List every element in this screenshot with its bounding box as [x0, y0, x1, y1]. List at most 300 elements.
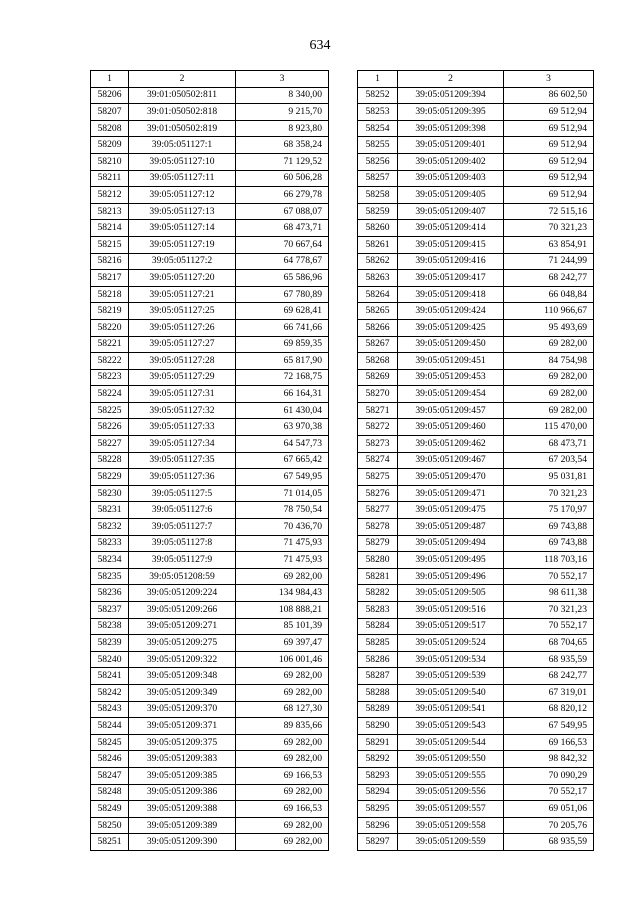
table-row	[358, 535, 594, 552]
table-row	[358, 668, 594, 685]
cadastral-number-cell: 39:05:051209:471	[398, 485, 504, 502]
table-row	[91, 253, 329, 270]
table-row	[91, 718, 329, 735]
row-number-cell: 58238	[91, 618, 129, 635]
table-row	[91, 734, 329, 751]
row-number-cell: 58216	[91, 253, 129, 270]
cadastral-number-cell: 39:05:051209:505	[398, 585, 504, 602]
cadastral-number-cell: 39:05:051209:271	[129, 618, 236, 635]
cadastral-number-cell: 39:05:051208:59	[129, 568, 236, 585]
table-row	[91, 469, 329, 486]
value-cell: 85 101,39	[236, 618, 329, 635]
value-cell: 69 512,94	[504, 137, 594, 154]
value-cell: 69 051,06	[504, 801, 594, 818]
value-cell: 70 667,64	[236, 236, 329, 253]
header-row	[91, 71, 329, 88]
value-cell: 67 780,89	[236, 286, 329, 303]
row-number-cell: 58271	[358, 402, 398, 419]
cadastral-number-cell: 39:05:051209:451	[398, 353, 504, 370]
value-cell: 69 282,00	[504, 369, 594, 386]
cadastral-number-cell: 39:05:051209:386	[129, 784, 236, 801]
cadastral-number-cell: 39:05:051127:10	[129, 153, 236, 170]
cadastral-number-cell: 39:05:051209:394	[398, 87, 504, 104]
table-row	[91, 137, 329, 154]
table-row	[91, 801, 329, 818]
cadastral-number-cell: 39:05:051209:390	[129, 834, 236, 851]
table-row	[358, 87, 594, 104]
table-row	[91, 419, 329, 436]
table-row	[91, 535, 329, 552]
table-row	[91, 153, 329, 170]
cadastral-number-cell: 39:05:051209:559	[398, 834, 504, 851]
row-number-cell: 58262	[358, 253, 398, 270]
value-cell: 98 611,38	[504, 585, 594, 602]
value-cell: 8 340,00	[236, 87, 329, 104]
value-cell: 68 704,65	[504, 635, 594, 652]
row-number-cell: 58290	[358, 718, 398, 735]
cadastral-number-cell: 39:05:051209:402	[398, 153, 504, 170]
table-row	[91, 817, 329, 834]
value-cell: 72 515,16	[504, 203, 594, 220]
table-row	[358, 568, 594, 585]
row-number-cell: 58296	[358, 817, 398, 834]
row-number-cell: 58293	[358, 767, 398, 784]
value-cell: 69 166,53	[236, 767, 329, 784]
table-row	[358, 801, 594, 818]
row-number-cell: 58247	[91, 767, 129, 784]
table-row	[91, 120, 329, 137]
table-row	[358, 502, 594, 519]
table-row	[91, 402, 329, 419]
value-cell: 69 282,00	[236, 668, 329, 685]
row-number-cell: 58231	[91, 502, 129, 519]
row-number-cell: 58221	[91, 336, 129, 353]
table-row	[358, 386, 594, 403]
value-cell: 68 820,12	[504, 701, 594, 718]
value-cell: 67 203,54	[504, 452, 594, 469]
value-cell: 72 168,75	[236, 369, 329, 386]
row-number-cell: 58220	[91, 319, 129, 336]
value-cell: 71 244,99	[504, 253, 594, 270]
cadastral-number-cell: 39:05:051209:425	[398, 319, 504, 336]
table-row	[358, 319, 594, 336]
cadastral-number-cell: 39:05:051209:517	[398, 618, 504, 635]
table-row	[91, 834, 329, 851]
table-row	[358, 602, 594, 619]
value-cell: 69 512,94	[504, 170, 594, 187]
table-row	[358, 701, 594, 718]
table-row	[91, 651, 329, 668]
table-row	[358, 618, 594, 635]
cadastral-number-cell: 39:05:051209:487	[398, 519, 504, 536]
cadastral-number-cell: 39:05:051209:385	[129, 767, 236, 784]
row-number-cell: 58249	[91, 801, 129, 818]
cadastral-number-cell: 39:05:051127:28	[129, 353, 236, 370]
value-cell: 70 321,23	[504, 485, 594, 502]
row-number-cell: 58213	[91, 203, 129, 220]
table-row	[91, 568, 329, 585]
value-cell: 86 602,50	[504, 87, 594, 104]
cadastral-number-cell: 39:05:051127:25	[129, 303, 236, 320]
table-row	[358, 170, 594, 187]
cadastral-number-cell: 39:05:051127:8	[129, 535, 236, 552]
row-number-cell: 58266	[358, 319, 398, 336]
row-number-cell: 58292	[358, 751, 398, 768]
cadastral-number-cell: 39:05:051209:534	[398, 651, 504, 668]
value-cell: 63 854,91	[504, 236, 594, 253]
row-number-cell: 58246	[91, 751, 129, 768]
row-number-cell: 58211	[91, 170, 129, 187]
value-cell: 67 549,95	[236, 469, 329, 486]
value-cell: 110 966,67	[504, 303, 594, 320]
cadastral-number-cell: 39:05:051209:454	[398, 386, 504, 403]
value-cell: 108 888,21	[236, 602, 329, 619]
value-cell: 71 475,93	[236, 535, 329, 552]
cadastral-number-cell: 39:05:051209:275	[129, 635, 236, 652]
value-cell: 69 166,53	[504, 734, 594, 751]
cadastral-number-cell: 39:05:051209:524	[398, 635, 504, 652]
row-number-cell: 58254	[358, 120, 398, 137]
row-number-cell: 58260	[358, 220, 398, 237]
row-number-cell: 58236	[91, 585, 129, 602]
row-number-cell: 58276	[358, 485, 398, 502]
table-row	[91, 286, 329, 303]
row-number-cell: 58208	[91, 120, 129, 137]
value-cell: 9 215,70	[236, 104, 329, 121]
row-number-cell: 58269	[358, 369, 398, 386]
row-number-cell: 58207	[91, 104, 129, 121]
row-number-cell: 58281	[358, 568, 398, 585]
value-cell: 69 512,94	[504, 120, 594, 137]
table-row	[358, 651, 594, 668]
cadastral-number-cell: 39:05:051209:555	[398, 767, 504, 784]
row-number-cell: 58210	[91, 153, 129, 170]
table-row	[91, 87, 329, 104]
table-row	[91, 485, 329, 502]
cadastral-number-cell: 39:05:051209:544	[398, 734, 504, 751]
value-cell: 68 127,30	[236, 701, 329, 718]
value-cell: 95 493,69	[504, 319, 594, 336]
table-row	[91, 767, 329, 784]
row-number-cell: 58285	[358, 635, 398, 652]
table-row	[91, 585, 329, 602]
row-number-cell: 58230	[91, 485, 129, 502]
table-row	[358, 718, 594, 735]
row-number-cell: 58277	[358, 502, 398, 519]
value-cell: 68 473,71	[504, 436, 594, 453]
cadastral-number-cell: 39:05:051127:19	[129, 236, 236, 253]
cadastral-number-cell: 39:05:051209:550	[398, 751, 504, 768]
value-cell: 63 970,38	[236, 419, 329, 436]
cadastral-number-cell: 39:05:051127:32	[129, 402, 236, 419]
value-cell: 64 547,73	[236, 436, 329, 453]
value-cell: 69 859,35	[236, 336, 329, 353]
row-number-cell: 58259	[358, 203, 398, 220]
value-cell: 8 923,80	[236, 120, 329, 137]
value-cell: 71 475,93	[236, 552, 329, 569]
value-cell: 70 321,23	[504, 220, 594, 237]
value-cell: 69 282,00	[504, 402, 594, 419]
table-row	[91, 386, 329, 403]
table-row	[358, 270, 594, 287]
row-number-cell: 58278	[358, 519, 398, 536]
table-row	[91, 751, 329, 768]
table-row	[358, 585, 594, 602]
row-number-cell: 58265	[358, 303, 398, 320]
cadastral-number-cell: 39:05:051127:26	[129, 319, 236, 336]
row-number-cell: 58224	[91, 386, 129, 403]
value-cell: 89 835,66	[236, 718, 329, 735]
table-row	[358, 353, 594, 370]
cadastral-number-cell: 39:05:051209:494	[398, 535, 504, 552]
value-cell: 68 473,71	[236, 220, 329, 237]
row-number-cell: 58251	[91, 834, 129, 851]
table-row	[358, 402, 594, 419]
cadastral-number-cell: 39:05:051127:35	[129, 452, 236, 469]
row-number-cell: 58261	[358, 236, 398, 253]
column-header: 2	[398, 71, 504, 88]
cadastral-number-cell: 39:05:051209:467	[398, 452, 504, 469]
table-row	[358, 834, 594, 851]
table-row	[358, 203, 594, 220]
cadastral-number-cell: 39:05:051127:20	[129, 270, 236, 287]
table-row	[91, 187, 329, 204]
cadastral-number-cell: 39:05:051209:375	[129, 734, 236, 751]
row-number-cell: 58243	[91, 701, 129, 718]
table-row	[358, 303, 594, 320]
table-row	[358, 104, 594, 121]
row-number-cell: 58245	[91, 734, 129, 751]
value-cell: 69 282,00	[236, 784, 329, 801]
value-cell: 65 817,90	[236, 353, 329, 370]
table-row	[358, 767, 594, 784]
cadastral-number-cell: 39:05:051209:370	[129, 701, 236, 718]
row-number-cell: 58225	[91, 402, 129, 419]
row-number-cell: 58273	[358, 436, 398, 453]
value-cell: 68 935,59	[504, 834, 594, 851]
cadastral-number-cell: 39:05:051209:415	[398, 236, 504, 253]
value-cell: 60 506,28	[236, 170, 329, 187]
table-row	[358, 120, 594, 137]
value-cell: 75 170,97	[504, 502, 594, 519]
value-cell: 84 754,98	[504, 353, 594, 370]
table-row	[91, 602, 329, 619]
row-number-cell: 58250	[91, 817, 129, 834]
cadastral-number-cell: 39:05:051209:389	[129, 817, 236, 834]
value-cell: 69 166,53	[236, 801, 329, 818]
cadastral-number-cell: 39:05:051127:11	[129, 170, 236, 187]
table-row	[91, 104, 329, 121]
right-table-body	[358, 87, 594, 850]
cadastral-number-cell: 39:05:051127:36	[129, 469, 236, 486]
cadastral-number-cell: 39:05:051209:475	[398, 502, 504, 519]
row-number-cell: 58209	[91, 137, 129, 154]
cadastral-number-cell: 39:05:051209:470	[398, 469, 504, 486]
table-row	[358, 684, 594, 701]
table-row	[358, 187, 594, 204]
table-row	[358, 519, 594, 536]
cadastral-number-cell: 39:05:051209:417	[398, 270, 504, 287]
cadastral-number-cell: 39:05:051127:29	[129, 369, 236, 386]
cadastral-number-cell: 39:05:051209:398	[398, 120, 504, 137]
table-row	[358, 153, 594, 170]
table-row	[91, 618, 329, 635]
table-row	[358, 336, 594, 353]
cadastral-number-cell: 39:05:051209:407	[398, 203, 504, 220]
cadastral-number-cell: 39:05:051209:557	[398, 801, 504, 818]
value-cell: 70 552,17	[504, 784, 594, 801]
row-number-cell: 58257	[358, 170, 398, 187]
row-number-cell: 58232	[91, 519, 129, 536]
value-cell: 65 586,96	[236, 270, 329, 287]
row-number-cell: 58286	[358, 651, 398, 668]
value-cell: 70 436,70	[236, 519, 329, 536]
table-row	[358, 137, 594, 154]
table-row	[358, 469, 594, 486]
value-cell: 69 743,88	[504, 519, 594, 536]
value-cell: 71 014,05	[236, 485, 329, 502]
row-number-cell: 58255	[358, 137, 398, 154]
value-cell: 115 470,00	[504, 419, 594, 436]
row-number-cell: 58263	[358, 270, 398, 287]
left-table-body	[91, 87, 329, 850]
row-number-cell: 58256	[358, 153, 398, 170]
table-row	[91, 336, 329, 353]
row-number-cell: 58258	[358, 187, 398, 204]
value-cell: 61 430,04	[236, 402, 329, 419]
value-cell: 67 088,07	[236, 203, 329, 220]
row-number-cell: 58267	[358, 336, 398, 353]
value-cell: 67 549,95	[504, 718, 594, 735]
cadastral-number-cell: 39:05:051209:496	[398, 568, 504, 585]
row-number-cell: 58235	[91, 568, 129, 585]
cadastral-number-cell: 39:05:051209:558	[398, 817, 504, 834]
table-row	[91, 684, 329, 701]
row-number-cell: 58287	[358, 668, 398, 685]
cadastral-number-cell: 39:05:051209:403	[398, 170, 504, 187]
cadastral-number-cell: 39:05:051209:416	[398, 253, 504, 270]
column-header: 1	[358, 71, 398, 88]
table-row	[91, 170, 329, 187]
cadastral-number-cell: 39:05:051127:31	[129, 386, 236, 403]
cadastral-number-cell: 39:05:051127:12	[129, 187, 236, 204]
page-number: 634	[309, 38, 331, 53]
row-number-cell: 58239	[91, 635, 129, 652]
row-number-cell: 58268	[358, 353, 398, 370]
cadastral-number-cell: 39:05:051209:424	[398, 303, 504, 320]
value-cell: 66 279,78	[236, 187, 329, 204]
row-number-cell: 58242	[91, 684, 129, 701]
table-row	[91, 319, 329, 336]
row-number-cell: 58206	[91, 87, 129, 104]
table-row	[91, 452, 329, 469]
value-cell: 68 935,59	[504, 651, 594, 668]
row-number-cell: 58284	[358, 618, 398, 635]
row-number-cell: 58297	[358, 834, 398, 851]
value-cell: 69 282,00	[504, 386, 594, 403]
row-number-cell: 58212	[91, 187, 129, 204]
cadastral-number-cell: 39:05:051209:418	[398, 286, 504, 303]
value-cell: 69 282,00	[236, 568, 329, 585]
cadastral-number-cell: 39:05:051209:266	[129, 602, 236, 619]
cadastral-number-cell: 39:05:051209:383	[129, 751, 236, 768]
row-number-cell: 58248	[91, 784, 129, 801]
cadastral-number-cell: 39:05:051209:540	[398, 684, 504, 701]
cadastral-number-cell: 39:05:051127:6	[129, 502, 236, 519]
table-row	[91, 369, 329, 386]
row-number-cell: 58226	[91, 419, 129, 436]
value-cell: 66 048,84	[504, 286, 594, 303]
header-row	[358, 71, 594, 88]
table-row	[358, 452, 594, 469]
cadastral-number-cell: 39:05:051209:462	[398, 436, 504, 453]
value-cell: 69 743,88	[504, 535, 594, 552]
table-row	[358, 552, 594, 569]
row-number-cell: 58282	[358, 585, 398, 602]
value-cell: 106 001,46	[236, 651, 329, 668]
cadastral-number-cell: 39:05:051127:14	[129, 220, 236, 237]
row-number-cell: 58274	[358, 452, 398, 469]
table-row	[91, 236, 329, 253]
table-row	[358, 734, 594, 751]
value-cell: 134 984,43	[236, 585, 329, 602]
cadastral-number-cell: 39:05:051127:7	[129, 519, 236, 536]
value-cell: 69 282,00	[236, 734, 329, 751]
value-cell: 69 397,47	[236, 635, 329, 652]
row-number-cell: 58288	[358, 684, 398, 701]
table-row	[91, 668, 329, 685]
value-cell: 67 319,01	[504, 684, 594, 701]
row-number-cell: 58280	[358, 552, 398, 569]
cadastral-number-cell: 39:05:051209:405	[398, 187, 504, 204]
cadastral-number-cell: 39:05:051209:460	[398, 419, 504, 436]
value-cell: 69 512,94	[504, 153, 594, 170]
cadastral-number-cell: 39:05:051209:371	[129, 718, 236, 735]
row-number-cell: 58240	[91, 651, 129, 668]
cadastral-number-cell: 39:05:051209:495	[398, 552, 504, 569]
row-number-cell: 58215	[91, 236, 129, 253]
value-cell: 118 703,16	[504, 552, 594, 569]
cadastral-number-cell: 39:05:051209:401	[398, 137, 504, 154]
cadastral-number-cell: 39:01:050502:811	[129, 87, 236, 104]
value-cell: 70 090,29	[504, 767, 594, 784]
value-cell: 69 282,00	[236, 751, 329, 768]
column-header: 1	[91, 71, 129, 88]
cadastral-number-cell: 39:05:051127:1	[129, 137, 236, 154]
row-number-cell: 58253	[358, 104, 398, 121]
table-row	[91, 303, 329, 320]
cadastral-number-cell: 39:05:051127:5	[129, 485, 236, 502]
table-row	[358, 751, 594, 768]
row-number-cell: 58218	[91, 286, 129, 303]
value-cell: 70 205,76	[504, 817, 594, 834]
value-cell: 68 242,77	[504, 270, 594, 287]
cadastral-number-cell: 39:05:051209:348	[129, 668, 236, 685]
row-number-cell: 58233	[91, 535, 129, 552]
cadastral-number-cell: 39:01:050502:818	[129, 104, 236, 121]
value-cell: 70 321,23	[504, 602, 594, 619]
value-cell: 64 778,67	[236, 253, 329, 270]
column-header: 2	[129, 71, 236, 88]
table-row	[358, 286, 594, 303]
row-number-cell: 58241	[91, 668, 129, 685]
row-number-cell: 58295	[358, 801, 398, 818]
table-row	[358, 369, 594, 386]
value-cell: 69 282,00	[236, 834, 329, 851]
column-header: 3	[236, 71, 329, 88]
value-cell: 95 031,81	[504, 469, 594, 486]
table-row	[91, 502, 329, 519]
